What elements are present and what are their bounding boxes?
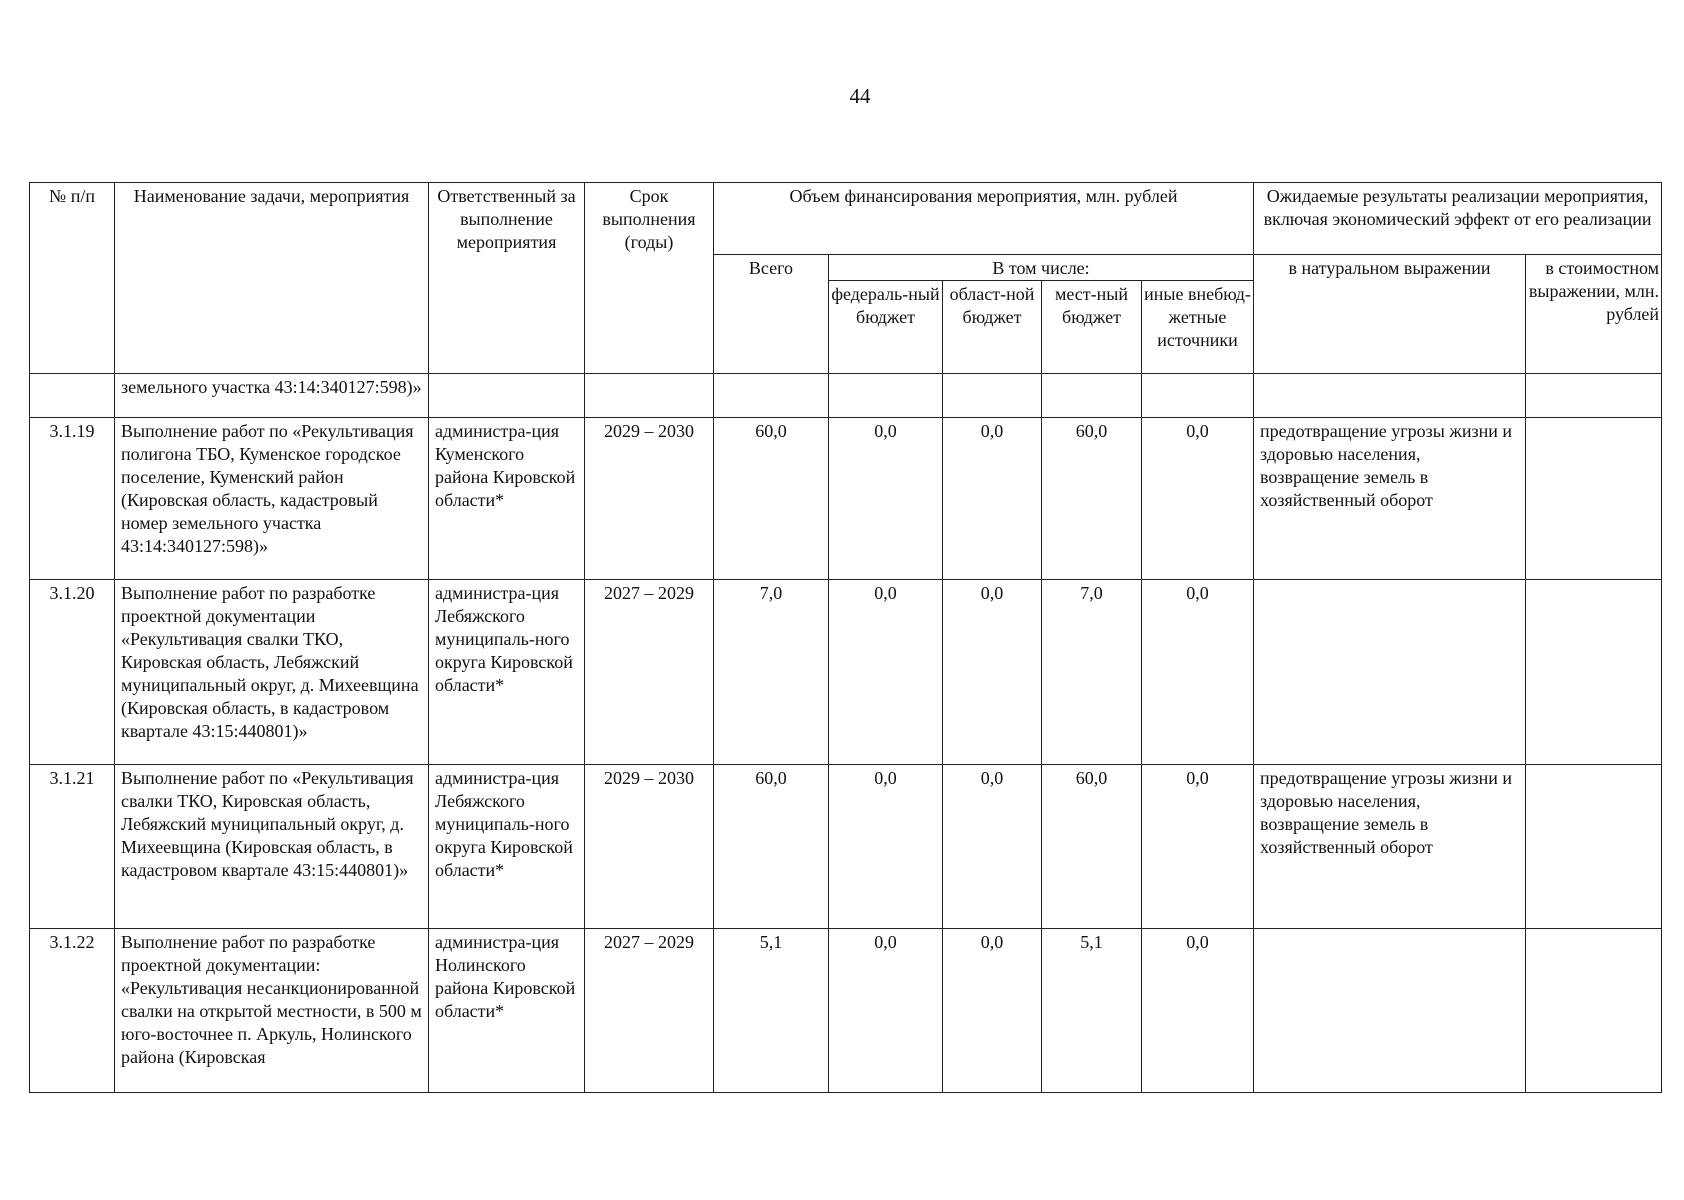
- row-responsible: [429, 374, 585, 418]
- header-term: Срок выполнения (годы): [585, 183, 714, 374]
- row-regional: 0,0: [943, 929, 1042, 1093]
- row-regional: 0,0: [943, 765, 1042, 929]
- header-regional: област-ной бюджет: [943, 281, 1042, 374]
- row-federal: 0,0: [829, 765, 943, 929]
- header-including: В том числе:: [829, 255, 1254, 281]
- row-cost: [1526, 580, 1662, 765]
- row-total: 5,1: [714, 929, 829, 1093]
- row-num: 3.1.19: [30, 418, 115, 580]
- row-num: 3.1.20: [30, 580, 115, 765]
- table-row: [30, 374, 1662, 418]
- header-responsible: Ответственный за выполнение мероприятия: [429, 183, 585, 374]
- header-local: мест-ный бюджет: [1042, 281, 1142, 374]
- table-row: [30, 929, 1662, 1093]
- row-name: Выполнение работ по «Рекультивация свалки ТКО, Кировская область, Лебяжский муниципальный округ, д. Михеевщина (Кировская область, в кадастровом квартале 43:15:440801)»: [115, 765, 429, 929]
- row-regional: 0,0: [943, 418, 1042, 580]
- row-other: 0,0: [1142, 580, 1254, 765]
- row-term: [585, 374, 714, 418]
- row-num: 3.1.22: [30, 929, 115, 1093]
- row-federal: 0,0: [829, 418, 943, 580]
- header-federal: федераль-ный бюджет: [829, 281, 943, 374]
- row-other: 0,0: [1142, 418, 1254, 580]
- row-term: 2027 – 2029: [585, 929, 714, 1093]
- row-term: 2029 – 2030: [585, 418, 714, 580]
- row-responsible: администра-ция Нолинского района Кировской области*: [429, 929, 585, 1093]
- header-funding: Объем финансирования мероприятия, млн. рублей: [714, 183, 1254, 255]
- header-total: Всего: [714, 255, 829, 374]
- row-cost: [1526, 418, 1662, 580]
- row-name: земельного участка 43:14:340127:598)»: [115, 374, 429, 418]
- row-federal: 0,0: [829, 580, 943, 765]
- row-regional: [943, 374, 1042, 418]
- header-row-1: [30, 183, 1662, 255]
- page-number: 44: [849, 84, 871, 108]
- header-natural: в натуральном выражении: [1254, 255, 1526, 374]
- row-local: [1042, 374, 1142, 418]
- row-local: 5,1: [1042, 929, 1142, 1093]
- row-responsible: администра-ция Лебяжского муниципаль-ного округа Кировской области*: [429, 580, 585, 765]
- row-responsible: администра-ция Куменского района Кировской области*: [429, 418, 585, 580]
- row-name: Выполнение работ по разработке проектной документации «Рекультивация свалки ТКО, Кировская область, Лебяжский муниципальный округ, д. Михеевщина (Кировская область, в кадастровом квартале 43:15:440801)»: [115, 580, 429, 765]
- row-local: 60,0: [1042, 765, 1142, 929]
- row-natural: [1254, 374, 1526, 418]
- row-cost: [1526, 929, 1662, 1093]
- row-name: Выполнение работ по разработке проектной документации: «Рекультивация несанкционированной свалки на открытой местности, в 500 м юго-восточнее п. Аркуль, Нолинского района (Кировская: [115, 929, 429, 1093]
- header-cost: в стоимостном выражении, млн. рублей: [1526, 255, 1662, 374]
- row-num: [30, 374, 115, 418]
- row-responsible: администра-ция Лебяжского муниципаль-ного округа Кировской области*: [429, 765, 585, 929]
- table-row: [30, 765, 1662, 929]
- row-total: 60,0: [714, 765, 829, 929]
- row-federal: 0,0: [829, 929, 943, 1093]
- row-federal: [829, 374, 943, 418]
- row-other: 0,0: [1142, 929, 1254, 1093]
- row-cost: [1526, 374, 1662, 418]
- table-row: [30, 580, 1662, 765]
- row-total: 7,0: [714, 580, 829, 765]
- header-num: № п/п: [30, 183, 115, 374]
- row-natural: предотвращение угрозы жизни и здоровью населения, возвращение земель в хозяйственный оборот: [1254, 765, 1526, 929]
- row-num: 3.1.21: [30, 765, 115, 929]
- header-other: иные внебюд-жетные источники: [1142, 281, 1254, 374]
- row-term: 2029 – 2030: [585, 765, 714, 929]
- row-total: 60,0: [714, 418, 829, 580]
- table-row: [30, 418, 1662, 580]
- row-natural: [1254, 929, 1526, 1093]
- financing-table: [29, 182, 1662, 1093]
- row-natural: предотвращение угрозы жизни и здоровью населения, возвращение земель в хозяйственный оборот: [1254, 418, 1526, 580]
- row-local: 60,0: [1042, 418, 1142, 580]
- row-other: [1142, 374, 1254, 418]
- row-natural: [1254, 580, 1526, 765]
- row-regional: 0,0: [943, 580, 1042, 765]
- row-term: 2027 – 2029: [585, 580, 714, 765]
- row-other: 0,0: [1142, 765, 1254, 929]
- header-results: Ожидаемые результаты реализации мероприятия, включая экономический эффект от его реализации: [1254, 183, 1662, 255]
- header-name: Наименование задачи, мероприятия: [115, 183, 429, 374]
- row-cost: [1526, 765, 1662, 929]
- row-local: 7,0: [1042, 580, 1142, 765]
- row-total: [714, 374, 829, 418]
- row-name: Выполнение работ по «Рекультивация полигона ТБО, Куменское городское поселение, Куменский район (Кировская область, кадастровый номер земельного участка 43:14:340127:598)»: [115, 418, 429, 580]
